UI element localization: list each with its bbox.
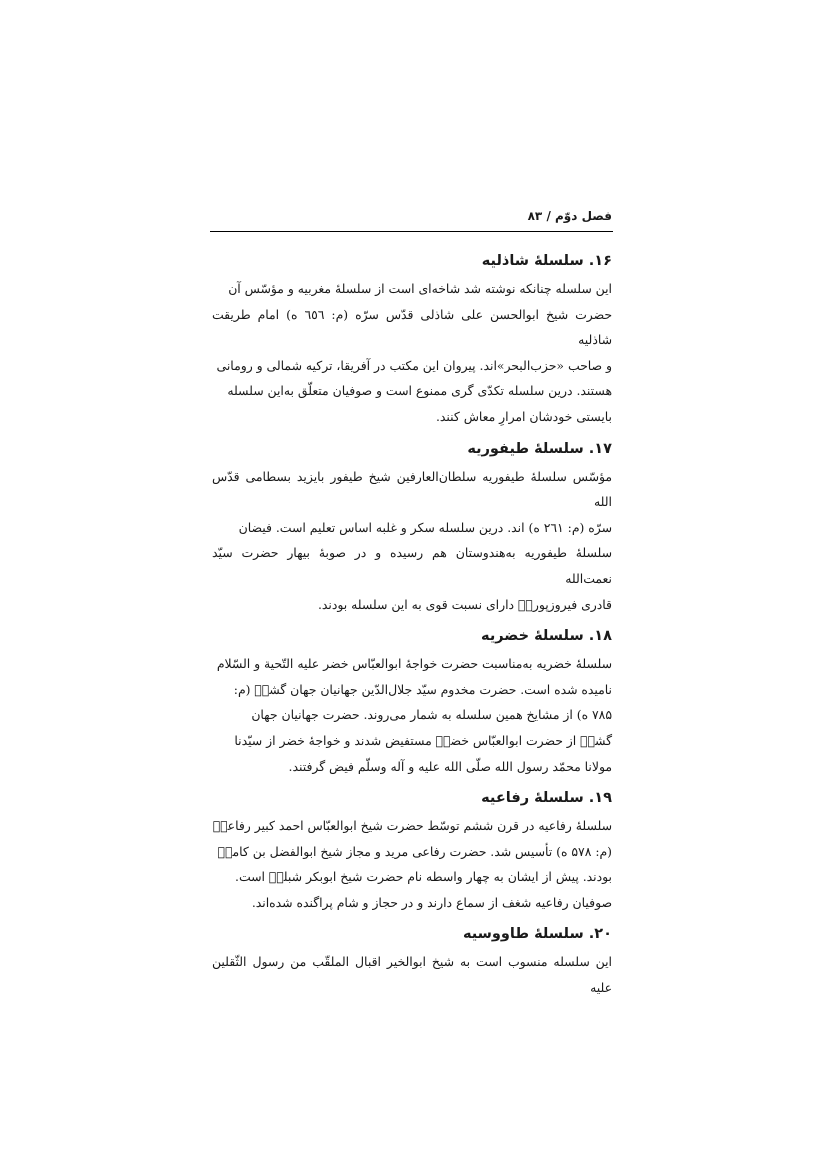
paragraph-line: قادری فیروزپوریؒ دارای نسبت قوی به این سلسله بودند. bbox=[317, 596, 612, 612]
section-title: ۱۷. سلسلهٔ طیفوریه bbox=[467, 440, 612, 457]
running-header: فصل دوّم / ۸۳ bbox=[527, 209, 612, 223]
paragraph-line: و صاحب «حزب‌البحر»اند. پیروان این مکتب در آفریقا، ترکیه شمالی و رومانی bbox=[216, 357, 612, 373]
paragraph-line: صوفیان رفاعیه شغف از سماع دارند و در حجاز و شام پراگنده شده‌اند. bbox=[251, 894, 612, 910]
section-17 bbox=[212, 438, 612, 626]
paragraph-line: هستند. درین سلسله تکدّی گری ممنوع است و صوفیان متعلّق به‌این سلسله bbox=[227, 383, 612, 399]
paragraph-line: سلسلهٔ رفاعیه در قرن ششم توسّط حضرت شیخ ابوالعبّاس احمد کبیر رفاعیؒ bbox=[212, 818, 612, 834]
paragraph-line: نامیده شده است. حضرت مخدوم سیّد جلال‌الدّین جهانیان جهان گشتؒ (م: bbox=[233, 681, 612, 697]
section-title: ۱۸. سلسلهٔ خضریه bbox=[481, 628, 612, 645]
paragraph-line: بایستی خودشان امرارِ معاش کنند. bbox=[435, 408, 612, 424]
paragraph-line: این سلسله چنانکه نوشته شد شاخه‌ای است از سلسلهٔ مغربیه و مؤسّس آن bbox=[228, 281, 612, 296]
section-title: ۱۶. سلسلهٔ شاذلیه bbox=[481, 253, 612, 269]
paragraph-line: سلسلهٔ طیفوریه به‌هندوستان هم رسیده و در صوبهٔ بیهار حضرت سیّد نعمت‌الله bbox=[212, 545, 612, 586]
section-16 bbox=[212, 250, 612, 438]
header-rule bbox=[210, 231, 613, 232]
section-19 bbox=[212, 787, 612, 923]
section-20 bbox=[212, 923, 612, 1000]
paragraph-line: ۷۸۵ ه) از مشایخ همین سلسله به شمار می‌روند. حضرت جهانیان جهان bbox=[251, 707, 612, 723]
page-content bbox=[212, 250, 612, 1001]
paragraph-line: حضرت شیخ ابوالحسن علی شاذلی قدّس سرّه (م: ٦٥٦ ه) امام طریقت شاذلیه bbox=[212, 306, 613, 348]
section-title: ۲۰. سلسلهٔ طاووسیه bbox=[462, 926, 612, 943]
paragraph-line: مولانا محمّد رسول الله صلّی الله علیه و آله وسلّم فیض گرفتند. bbox=[288, 758, 612, 774]
paragraph-line: مؤسّس سلسلهٔ طیفوریه سلطان‌العارفین شیخ طیفور بایزید بسطامی قدّس الله bbox=[212, 468, 612, 510]
paragraph-line: بودند. پیش از ایشان به چهار واسطه نام حضرت شیخ ابوبکر شبلیؒ است. bbox=[235, 869, 612, 885]
paragraph-line: گشتؒ از حضرت ابوالعبّاس خضرؑ مستفیض شدند و خواجهٔ خضر از سیّدنا bbox=[234, 732, 612, 748]
paragraph-line: این سلسله منسوب است به شیخ ابوالخیر اقبال الملقّب من رسول الثّقلین علیه bbox=[212, 954, 612, 996]
paragraph-line: سرّه (م: ٢٦١ ه) اند. درین سلسله سکر و غلبه اساس تعلیم است. فیضان bbox=[238, 519, 612, 535]
paragraph-line: (م: ۵۷۸ ه) تأسیس شد. حضرت رفاعی مرید و مجاز شیخ ابوالفضل بن کامخؒ bbox=[217, 843, 612, 859]
section-18 bbox=[212, 625, 612, 787]
section-title: ۱۹. سلسلهٔ رفاعیه bbox=[481, 790, 612, 807]
paragraph-line: سلسلهٔ خضریه به‌مناسبت حضرت خواجهٔ ابوالعبّاس خضر علیه التّحیة و السّلام bbox=[216, 656, 612, 672]
